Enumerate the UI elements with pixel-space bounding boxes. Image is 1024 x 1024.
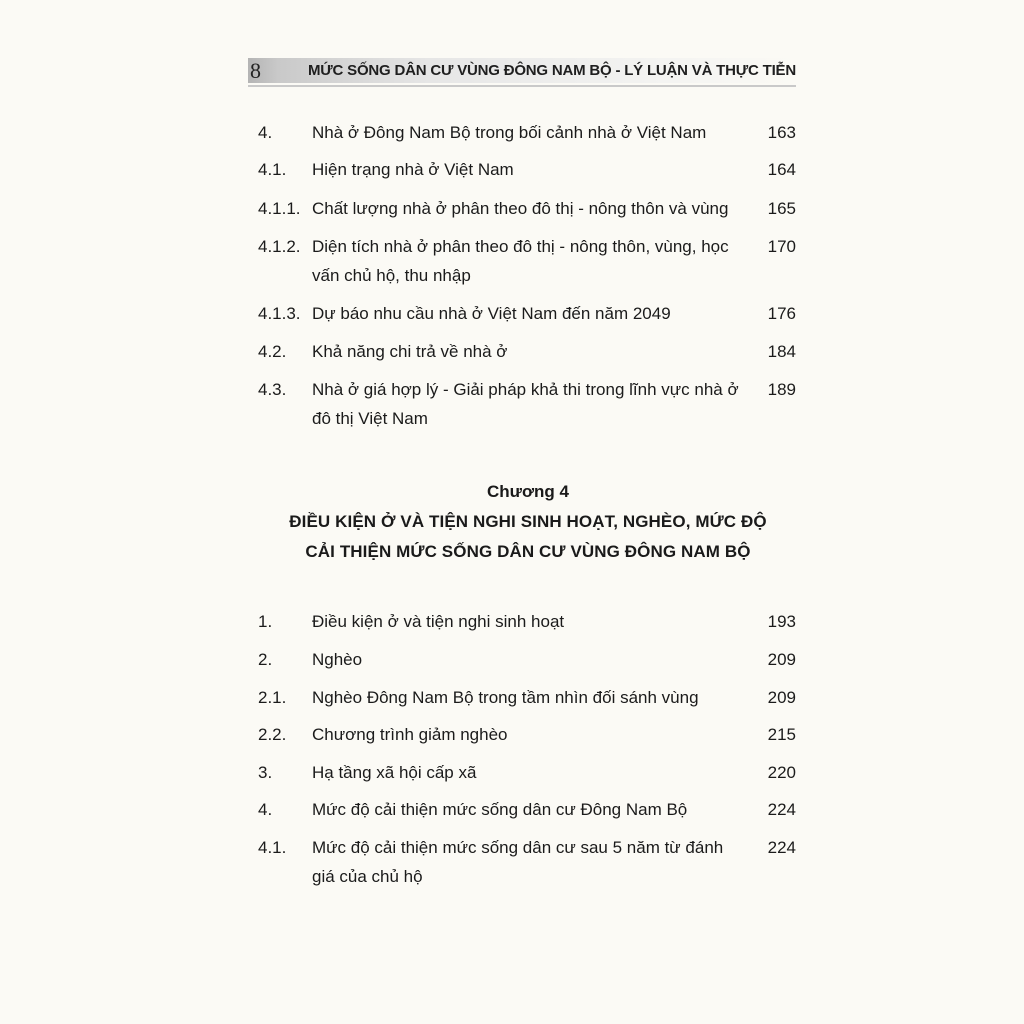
toc-entry-number: 4.1. xyxy=(258,160,287,179)
toc-entry-page: 209 xyxy=(767,650,796,669)
toc-entry-number: 4.1.2. xyxy=(258,237,301,256)
toc-entry-number: 2. xyxy=(258,650,273,669)
toc-entry-page: 209 xyxy=(767,688,796,707)
toc-entry-number: 4.3. xyxy=(258,380,287,399)
toc-entry-page: 176 xyxy=(767,304,796,323)
toc-entry-number: 4.1. xyxy=(258,838,287,857)
toc-entry-number: 4. xyxy=(258,123,273,142)
page-number: 8 xyxy=(250,58,261,83)
toc-entry-page: 163 xyxy=(767,123,796,142)
toc-entry-title: Điều kiện ở và tiện nghi sinh hoạt xyxy=(312,612,565,631)
toc-entry-page: 220 xyxy=(767,763,796,782)
toc-entry-page: 164 xyxy=(767,160,796,179)
toc-entry-number: 2.2. xyxy=(258,725,287,744)
toc-entry-title: Chương trình giảm nghèo xyxy=(312,725,508,744)
toc-entry-page: 193 xyxy=(767,612,796,631)
page-header xyxy=(248,58,808,88)
running-title: MỨC SỐNG DÂN CƯ VÙNG ĐÔNG NAM BỘ - LÝ LUẬN VÀ THỰC TIỄN xyxy=(308,62,796,79)
toc-entry-title: Nghèo Đông Nam Bộ trong tầm nhìn đối sánh vùng xyxy=(312,688,699,707)
toc-entry-page: 215 xyxy=(767,725,796,744)
toc-entry-number: 4.2. xyxy=(258,342,287,361)
toc-entry-page: 170 xyxy=(767,237,796,256)
toc-entry-title: Chất lượng nhà ở phân theo đô thị - nông thôn và vùng xyxy=(312,199,729,218)
chapter-label: Chương 4 xyxy=(486,482,569,501)
chapter-title-line: ĐIỀU KIỆN Ở VÀ TIỆN NGHI SINH HOẠT, NGHÈO, MỨC ĐỘ xyxy=(289,512,767,531)
toc-entry-number: 3. xyxy=(258,763,273,782)
toc-entry-page: 224 xyxy=(767,838,796,857)
toc-entry-title: Diện tích nhà ở phân theo đô thị - nông thôn, vùng, học vấn chủ hộ, thu nhập xyxy=(312,237,729,285)
toc-entry-number: 4.1.1. xyxy=(258,199,301,218)
chapter-title-line: CẢI THIỆN MỨC SỐNG DÂN CƯ VÙNG ĐÔNG NAM BỘ xyxy=(305,542,751,561)
toc-entry-title: Khả năng chi trả về nhà ở xyxy=(312,342,508,361)
toc-entry-number: 2.1. xyxy=(258,688,287,707)
toc-entry-page: 224 xyxy=(767,800,796,819)
toc-entry-title: Nghèo xyxy=(312,650,363,669)
toc-entry-page: 189 xyxy=(767,380,796,399)
toc-entry-number: 4.1.3. xyxy=(258,304,301,323)
toc-entry-page: 165 xyxy=(767,199,796,218)
toc-entry-title: Nhà ở Đông Nam Bộ trong bối cảnh nhà ở Việt Nam xyxy=(312,123,707,142)
toc-entry-title: Hiện trạng nhà ở Việt Nam xyxy=(312,160,514,179)
toc-entry-title: Mức độ cải thiện mức sống dân cư Đông Nam Bộ xyxy=(312,800,688,819)
chapter-title xyxy=(258,507,798,567)
toc-entry-title: Mức độ cải thiện mức sống dân cư sau 5 năm từ đánh giá của chủ hộ xyxy=(312,838,724,886)
toc-entry-title: Dự báo nhu cầu nhà ở Việt Nam đến năm 2049 xyxy=(312,304,671,323)
toc-entry-number: 4. xyxy=(258,800,273,819)
toc-entry-number: 1. xyxy=(258,612,273,631)
toc-entry-title: Nhà ở giá hợp lý - Giải pháp khả thi trong lĩnh vực nhà ở đô thị Việt Nam xyxy=(312,380,739,428)
header-rule xyxy=(248,85,796,87)
toc-entry-page: 184 xyxy=(767,342,796,361)
toc-entry-title: Hạ tầng xã hội cấp xã xyxy=(312,763,477,782)
